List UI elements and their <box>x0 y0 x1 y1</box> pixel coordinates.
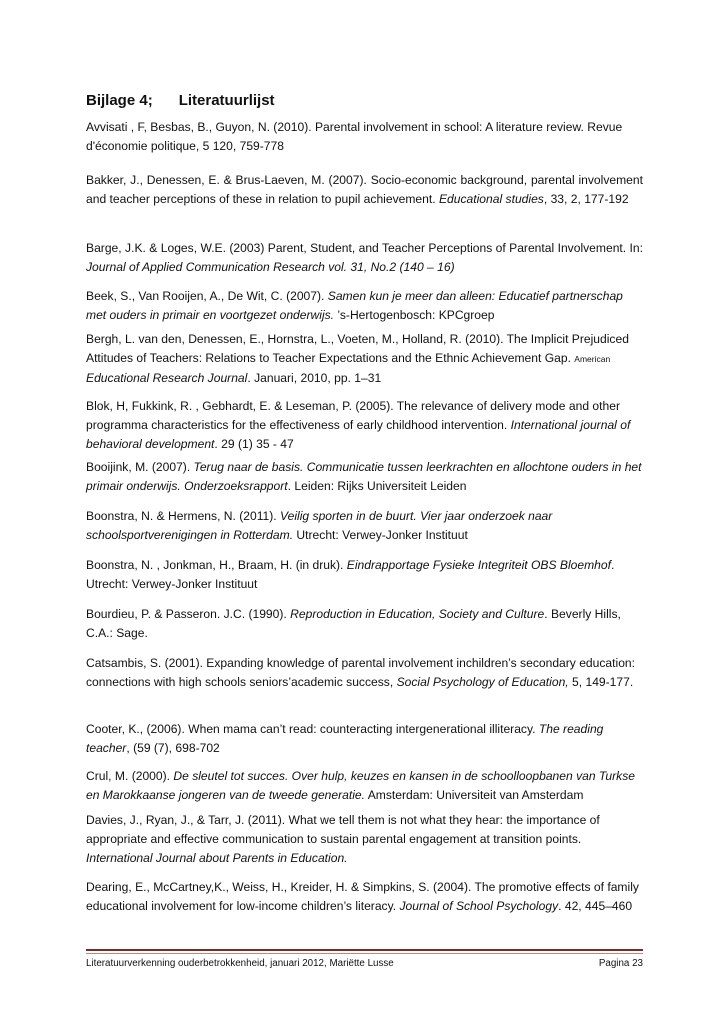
reference-source: Samen kun je meer dan alleen: Educatief partnerschap met ouders in primair en voortgezet onderwijs. <box>86 289 623 322</box>
reference-avvisati <box>86 118 643 156</box>
reference-text: Bergh, L. van den, Denessen, E., Hornstra, L., Voeten, M., Holland, R. (2010). The Implicit Prejudiced Attitudes of Teachers: Relations to Teacher Expectations and the Ethnic Achievement Gap. <box>86 332 629 365</box>
reference-barge <box>86 239 643 277</box>
reference-text: Boonstra, N. & Hermens, N. (2011). <box>86 509 281 523</box>
footer-divider-thin <box>86 953 643 954</box>
reference-davies <box>86 811 643 868</box>
reference-text: Davies, J., Ryan, J., & Tarr, J. (2011). What we tell them is not what they hear: the importance of appropriate and effective communication to sustain parental engagement at transition points. <box>86 813 600 846</box>
reference-source: De sleutel tot succes. Over hulp, keuzes en kansen in de schoolloopbanen van Turkse en Marokkaanse jongeren van de tweede generatie. <box>86 769 635 802</box>
reference-boonstra-jonkman <box>86 556 643 594</box>
page-footer <box>86 958 643 969</box>
reference-details: . 42, 445–460 <box>558 899 633 913</box>
reference-dearing <box>86 878 643 916</box>
reference-source: Journal of School Psychology <box>399 899 559 913</box>
reference-text: Cooter, K., (2006). When mama can’t read: counteracting intergenerational illiteracy. <box>86 722 539 736</box>
reference-source: International Journal about Parents in Education. <box>86 851 348 865</box>
reference-source: Terug naar de basis. Communicatie tussen leerkrachten en allochtone ouders in het primair onderwijs. Onderzoeksrapport <box>86 460 642 493</box>
reference-beek <box>86 287 643 325</box>
reference-text: Bourdieu, P. & Passeron. J.C. (1990). <box>86 607 291 621</box>
reference-bakker <box>86 171 643 209</box>
reference-source: Educational studies <box>438 192 544 206</box>
reference-text: Crul, M. (2000). <box>86 769 174 783</box>
appendix-label: Bijlage 4; <box>86 92 153 109</box>
reference-details: . 29 (1) 35 - 47 <box>214 437 294 451</box>
reference-bourdieu <box>86 605 643 643</box>
reference-text: Blok, H, Fukkink, R. , Gebhardt, E. & Leseman, P. (2005). The relevance of delivery mode and other programma characteristics for the effectiveness of early childhood intervention. <box>86 399 620 432</box>
appendix-title: Literatuurlijst <box>178 92 275 109</box>
reference-catsambis <box>86 654 643 692</box>
reference-source: Veilig sporten in de buurt. Vier jaar onderzoek naar schoolsportverenigingen in Rotterdam. <box>86 509 553 542</box>
reference-details: , (59 (7), 698-702 <box>126 741 220 755</box>
footer-page-number: Pagina 23 <box>598 958 643 969</box>
reference-source: International journal of behavioral development <box>86 418 631 451</box>
reference-source: Journal of Applied Communication Research vol. 31, No.2 (140 – 16) <box>86 260 455 274</box>
reference-details: . Beverly Hills, C.A.: Sage. <box>86 607 621 640</box>
reference-cooter <box>86 720 643 758</box>
footer-document-title: Literatuurverkenning ouderbetrokkenheid, januari 2012, Mariëtte Lusse <box>86 958 394 969</box>
reference-text: Catsambis, S. (2001). Expanding knowledge of parental involvement inchildren’s secondary education: connections with high schools seniors’academic success, <box>86 656 636 689</box>
reference-details: Utrecht: Verwey-Jonker Instituut <box>293 528 468 542</box>
footer-divider <box>86 949 643 951</box>
reference-text: Dearing, E., McCartney,K., Weiss, H., Kreider, H. & Simpkins, S. (2004). The promotive effects of family educational involvement for low-income children’s literacy. <box>86 880 639 913</box>
reference-source: Social Psychology of Education, <box>396 675 569 689</box>
reference-details: ’s-Hertogenbosch: KPCgroep <box>334 308 495 322</box>
reference-details: , 33, 2, 177-192 <box>543 192 629 206</box>
reference-blok <box>86 397 643 454</box>
reference-details: Amsterdam: Universiteit van Amsterdam <box>365 788 584 802</box>
reference-text: Avvisati , F, Besbas, B., Guyon, N. (2010). Parental involvement in school: A literature review. Revue d'économie politique, 5 120, 759-778 <box>86 120 623 153</box>
reference-booijink <box>86 458 643 496</box>
reference-text: Bakker, J., Denessen, E. & Brus-Laeven, M. (2007). Socio-economic background, parental involvement and teacher perceptions of these in relation to pupil achievement. <box>86 173 643 206</box>
reference-details: . Leiden: Rijks Universiteit Leiden <box>287 479 467 493</box>
reference-details: 5, 149-177. <box>568 675 634 689</box>
reference-details: . Januari, 2010, pp. 1–31 <box>247 371 382 385</box>
reference-source: Reproduction in Education, Society and Culture <box>290 607 545 621</box>
reference-text: Boonstra, N. , Jonkman, H., Braam, H. (in druk). <box>86 558 347 572</box>
reference-small-text: American <box>574 354 611 364</box>
appendix-heading <box>86 92 275 109</box>
reference-bergh <box>86 330 643 388</box>
reference-source: The reading teacher <box>86 722 604 755</box>
reference-text: Barge, J.K. & Loges, W.E. (2003) Parent, Student, and Teacher Perceptions of Parental Involvement. In: <box>86 241 643 255</box>
reference-crul <box>86 767 643 805</box>
reference-text: Booijink, M. (2007). <box>86 460 194 474</box>
reference-boonstra-hermens <box>86 507 643 545</box>
reference-source: Eindrapportage Fysieke Integriteit OBS Bloemhof <box>346 558 611 572</box>
reference-source: Educational Research Journal <box>86 371 248 385</box>
reference-text: Beek, S., Van Rooijen, A., De Wit, C. (2007). <box>86 289 328 303</box>
reference-details: . Utrecht: Verwey-Jonker Instituut <box>86 558 615 591</box>
